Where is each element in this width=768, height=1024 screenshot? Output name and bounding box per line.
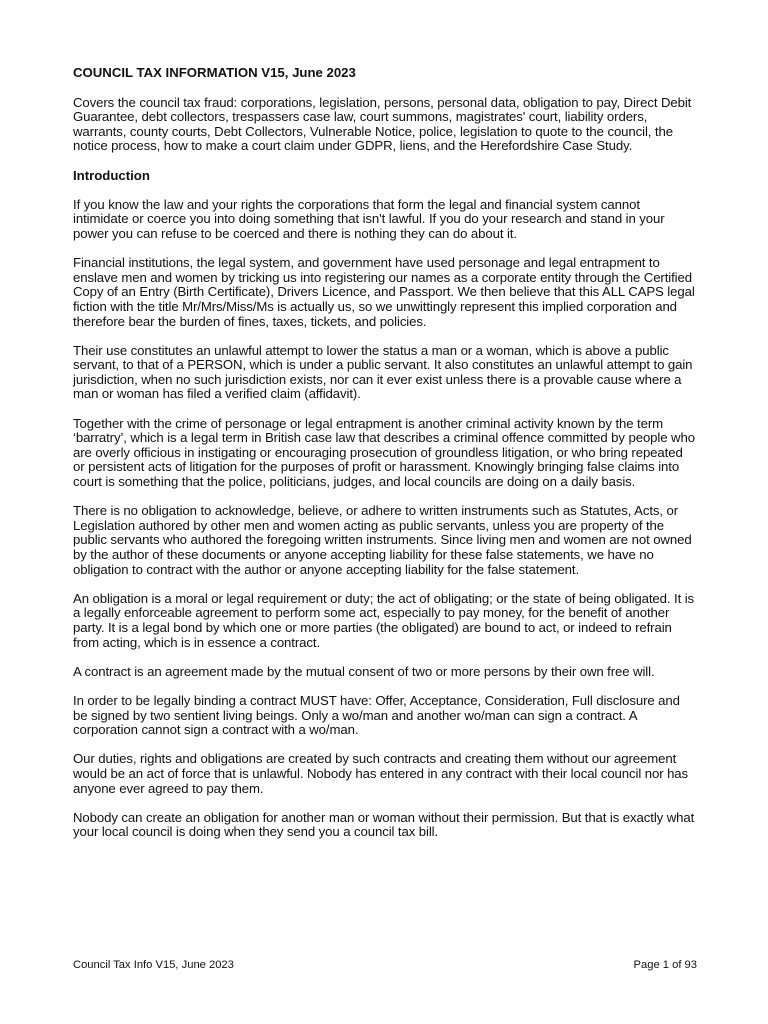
paragraph-1: If you know the law and your rights the corporations that form the legal and financial system cannot intimidate or coerce you into doing something that isn't lawful. If you do your research and stand in your power you can refuse to be coerced and there is nothing they can do about it. <box>73 196 665 241</box>
footer-document-label: Council Tax Info V15, June 2023 <box>73 959 234 971</box>
paragraph-2: Financial institutions, the legal system, and government have used personage and legal entrapment to enslave men and women by tricking us into registering our names as a corporate entity through the Certified Copy of an Entry (Birth Certificate), Drivers Licence, and Passport. We then believe that this ALL CAPS legal fiction with the title Mr/Mrs/Miss/Ms is actually us, so we unwittingly represent this implied corporation and therefore bear the burden of fines, taxes, tickets, and policies. <box>73 255 695 329</box>
document-title: COUNCIL TAX INFORMATION V15, June 2023 <box>73 65 356 80</box>
document-page <box>73 66 697 854</box>
paragraph-8: In order to be legally binding a contract MUST have: Offer, Acceptance, Consideration, Full disclosure and be signed by two sentient living beings. Only a wo/man and another wo/man can sign a contract. A corporation cannot sign a contract with a wo/man. <box>73 692 680 738</box>
introduction-heading: Introduction <box>73 167 150 183</box>
page-footer <box>73 958 697 972</box>
paragraph-7: A contract is an agreement made by the mutual consent of two or more persons by their own free will. <box>73 663 655 679</box>
footer-page-number: Page 1 of 93 <box>633 959 697 971</box>
paragraph-6: An obligation is a moral or legal requirement or duty; the act of obligating; or the state of being obligated. It is a legally enforceable agreement to perform some act, especially to pay money, for the benefit of another party. It is a legal bond by which one or more parties (the obligated) are bound to act, or indeed to refrain from acting, which is in essence a contract. <box>73 590 695 650</box>
paragraph-5: There is no obligation to acknowledge, believe, or adhere to written instruments such as Statutes, Acts, or Legislation authored by other men and women acting as public servants, unless you are property of the public servants who authored the foregoing written instruments. Since living men and women are not owned by the author of these documents or anyone accepting liability for these false statements, we have no obligation to contract with the author or anyone accepting liability for the false statement. <box>73 503 692 577</box>
paragraph-10: Nobody can create an obligation for another man or woman without their permission. But that is exactly what your local council is doing when they send you a council tax bill. <box>73 809 695 840</box>
paragraph-3: Their use constitutes an unlawful attempt to lower the status a man or a woman, which is above a public servant, to that of a PERSON, which is under a public servant. It also constitutes an unlawful attempt to gain jurisdiction, when no such jurisdiction exists, nor can it ever exist unless there is a provable cause where a man or woman has filed a verified claim (affidavit). <box>73 342 693 402</box>
paragraph-4: Together with the crime of personage or legal entrapment is another criminal activity known by the term ‘barratry’, which is a legal term in British case law that describes a criminal offence committed by people who are overly officious in instigating or encouraging prosecution of groundless litigation, or who bring repeated or persistent acts of litigation for the purposes of profit or harassment. Knowingly bringing false claims into court is something that the police, politicians, judges, and local councils are doing on a daily basis. <box>73 415 695 490</box>
summary-paragraph: Covers the council tax fraud: corporations, legislation, persons, personal data, obligation to pay, Direct Debit Guarantee, debt collectors, trespassers case law, court summons, magistrates' court, liability orders, warrants, county courts, Debt Collectors, Vulnerable Notice, police, legislation to quote to the council, the notice process, how to make a court claim under GDPR, liens, and the Herefordshire Case Study. <box>73 94 692 154</box>
paragraph-9: Our duties, rights and obligations are created by such contracts and creating them without our agreement would be an act of force that is unlawful. Nobody has entered in any contract with their local council nor has anyone ever agreed to pay them. <box>73 751 689 796</box>
